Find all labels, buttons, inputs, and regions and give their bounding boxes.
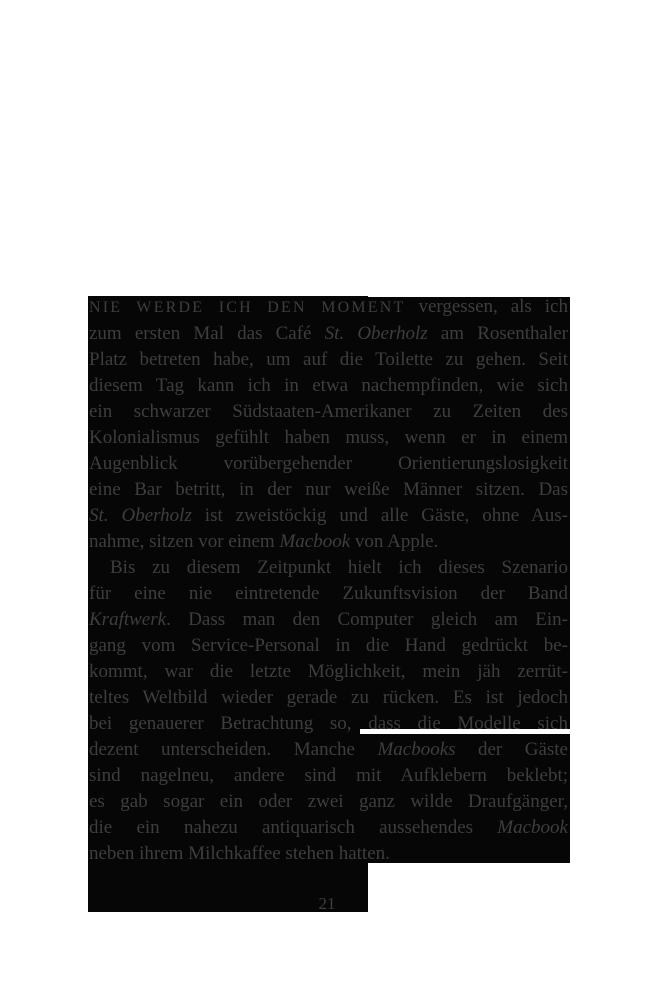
body-text: ist zweistöckig und alle Gäste, ohne Aus- [191,505,568,526]
text-line [89,555,568,581]
text-line [89,425,568,451]
italic-text: St. Oberholz [324,323,428,344]
body-text: gang vom Service-Personal in die Hand gedrückt be- [89,635,568,656]
text-line [89,685,568,711]
body-text: für eine nie eintretende Zukunftsvision der Band [89,583,568,604]
italic-text: Kraftwerk [89,609,167,630]
body-text: neben ihrem Milchkaffee stehen hatten. [89,843,390,864]
body-text: ein schwarzer Südstaaten-Amerikaner zu Zeiten des [89,401,568,422]
text-line [89,399,568,425]
text-line [89,321,568,347]
body-text: Kolonialismus gefühlt haben muss, wenn er in einem [89,427,568,448]
body-text: nahme, sitzen vor einem [89,531,280,552]
body-text: bei genauerer Betrachtung so, dass die Modelle sich [89,713,568,734]
body-text: sind nagelneu, andere sind mit Aufklebern beklebt; [89,765,568,786]
body-text: am Rosenthaler [427,323,568,344]
text-block [89,294,568,867]
text-line [89,815,568,841]
text-line [89,477,568,503]
body-text: die ein nahezu antiquarisch aussehendes [89,817,498,838]
body-text: . Dass man den Computer gleich am Ein- [166,609,568,630]
text-line [89,503,568,529]
italic-text: St. Oberholz [89,505,192,526]
text-line [89,763,568,789]
body-text: diesem Tag kann ich in etwa nachempfinden, wie sich [89,375,568,396]
body-text: vergessen, als ich [405,296,568,317]
text-line [89,451,568,477]
body-text: teltes Weltbild wieder gerade zu rücken. Es ist jedoch [89,687,568,708]
text-line [89,373,568,399]
body-text: Platz betreten habe, um auf die Toilette zu gehen. Seit [89,349,568,370]
body-text: Bis zu diesem Zeitpunkt hielt ich dieses Szenario [110,557,568,578]
body-text: eine Bar betritt, in der nur weiße Männer sitzen. Das [89,479,568,500]
text-line [89,737,568,763]
text-line [89,529,568,555]
smallcaps-text: NIE WERDE ICH DEN MOMENT [89,299,406,316]
body-text: kommt, war die letzte Möglichkeit, mein jäh zerrüt- [89,661,568,682]
body-text: dezent unterscheiden. Manche [89,739,378,760]
body-text: zum ersten Mal das Café [89,323,325,344]
text-line [89,581,568,607]
text-line [89,347,568,373]
body-text: von Apple. [350,531,439,552]
body-text: Augenblick vorübergehender Orientierungslosigkeit [89,453,568,474]
text-line [89,841,568,867]
body-text: der Gäste [455,739,568,760]
italic-text: Macbook [497,817,568,838]
text-line [89,607,568,633]
page-number: 21 [318,894,336,913]
text-line [89,633,568,659]
text-line [89,294,568,321]
text-line [89,711,568,737]
italic-text: Macbook [279,531,351,552]
text-line [89,789,568,815]
italic-text: Macbooks [377,739,456,760]
text-line [89,659,568,685]
body-text: es gab sogar ein oder zwei ganz wilde Draufgänger, [89,791,568,812]
